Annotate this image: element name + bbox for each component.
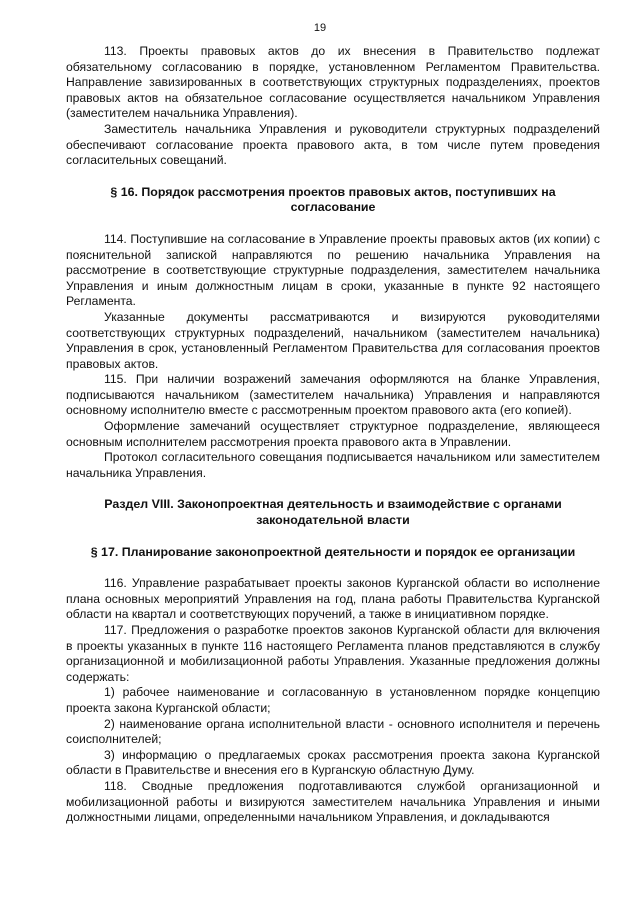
paragraph-115-protocol: Протокол согласительного совещания подписывается начальником или заместителем начальника Управления. xyxy=(66,450,600,480)
section-16-heading: § 16. Порядок рассмотрения проектов правовых актов, поступивших на согласование xyxy=(110,184,556,215)
paragraph-117: 117. Предложения о разработке проектов законов Курганской области для включения в проекты указанных в пункте 116 настоящего Регламента планов представляются в службу организационной и мобилизационной работы Управления. Указанные предложения должны содержать: xyxy=(66,623,600,684)
list-item-2: 2) наименование органа исполнительной власти - основного исполнителя и перечень соисполнителей; xyxy=(66,716,600,747)
paragraph-114: 114. Поступившие на согласование в Управление проекты правовых актов (их копии) с пояснительной запиской направляются по решению начальника Управления на рассмотрение в соответствующие структурные подразделения, заместителем начальника Управления и иным должностным лицам в сроки, указанные в пункте 92 настоящего Регламента. xyxy=(66,231,600,309)
paragraph-115: 115. При наличии возражений замечания оформляются на бланке Управления, подписываются начальником (заместителем начальника) Управления и направляются основному исполнителю вместе с рассмотренным проектом правового акта (его копией). xyxy=(66,372,600,418)
paragraph-114-docs: Указанные документы рассматриваются и визируются руководителями соответствующих структурных подразделений, начальником (заместителем начальника) Управления в срок, установленный Регламентом Правительства для согласования проектов правовых актов. xyxy=(66,309,600,371)
list-item-1: 1) рабочее наименование и согласованную в установленном порядке концепцию проекта закона Курганской области; xyxy=(66,685,600,715)
document-body xyxy=(66,44,600,826)
page-number: 19 xyxy=(313,22,327,34)
paragraph-113-deputy: Заместитель начальника Управления и руководители структурных подразделений обеспечивают согласование проекта правового акта, в том числе путем проведения согласительных совещаний. xyxy=(66,121,600,168)
paragraph-113: 113. Проекты правовых актов до их внесения в Правительство подлежат обязательному согласованию в порядке, установленном Регламентом Правительства. Направление завизированных в соответствующих структурных подразделениях, проектов правовых актов на обязательное согласование осуществляется начальником Управления (заместителем начальника Управления). xyxy=(66,44,600,121)
section-17-heading: § 17. Планирование законопроектной деятельности и порядок ее организации xyxy=(90,544,576,559)
paragraph-116: 116. Управление разрабатывает проекты законов Курганской области во исполнение плана основных мероприятий Управления на год, плана работы Правительства Курганской области на квартал и соответствующих поручений, а также в инициативном порядке. xyxy=(66,576,600,622)
paragraph-115-remarks: Оформление замечаний осуществляет структурное подразделение, являющееся основным исполнителем рассмотрения проекта правового акта в Управлении. xyxy=(66,419,600,449)
chapter-8-heading: Раздел VIII. Законопроектная деятельность и взаимодействие с органами законодательной власти xyxy=(104,497,562,528)
list-item-3: 3) информацию о предлагаемых сроках рассмотрения проекта закона Курганской области в Правительстве и внесения его в Курганскую областную Думу. xyxy=(66,747,600,778)
paragraph-118: 118. Сводные предложения подготавливаются службой организационной и мобилизационной работы и визируются заместителем начальника Управления и иными должностными лицами, определенными начальником Управления, и докладываются xyxy=(66,778,600,825)
